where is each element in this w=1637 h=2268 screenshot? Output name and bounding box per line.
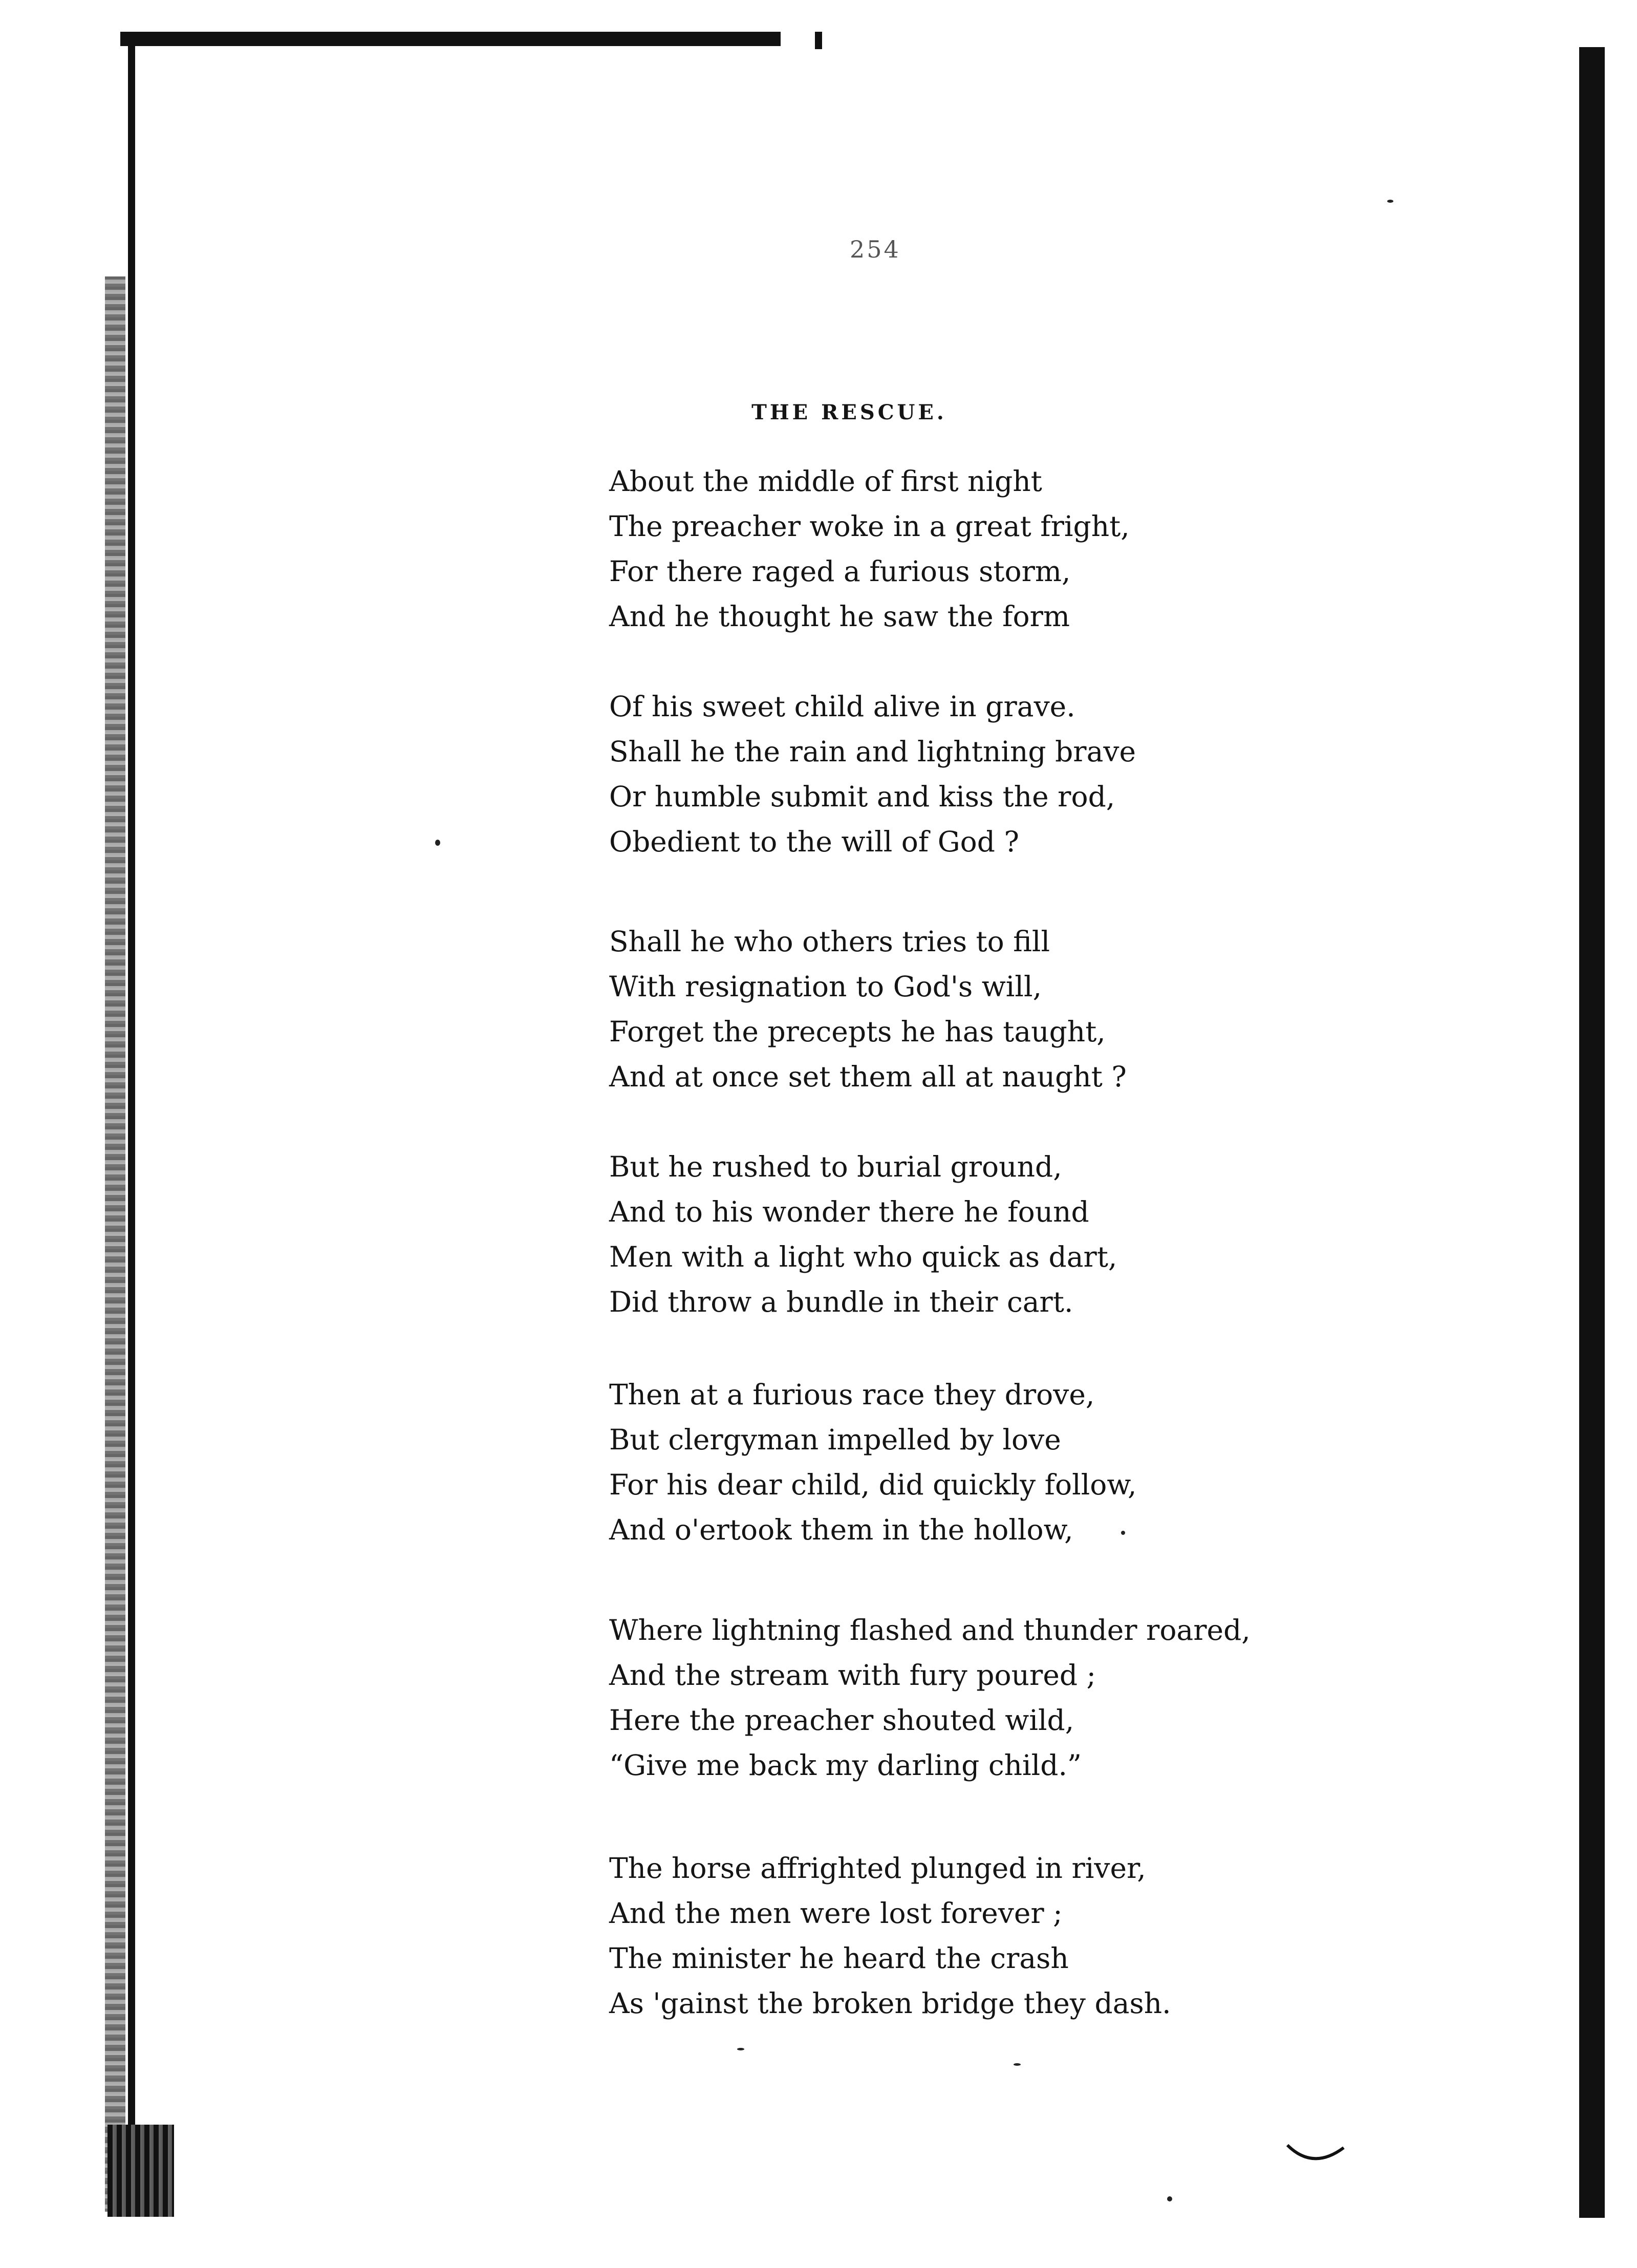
stanza-3 [609,919,1127,1099]
poem-line: About the middle of first night [609,465,1042,498]
poem-line: And to his wonder there he found [609,1195,1089,1228]
stanza-5 [609,1372,1136,1552]
poem-line: Forget the precepts he has taught, [609,1015,1106,1048]
poem-line: Then at a furious race they drove, [609,1378,1095,1411]
poem-line: The minister he heard the crash [609,1942,1069,1975]
corner-mark [1285,2140,1346,2171]
poem-line: With resignation to God's will, [609,970,1042,1003]
stanza-1 [609,459,1130,639]
scan-speck [1387,200,1393,203]
poem-line: Shall he the rain and lightning brave [609,735,1136,768]
poem-line: Of his sweet child alive in grave. [609,690,1075,723]
poem-line: Here the preacher shouted wild, [609,1704,1074,1737]
stanza-6 [609,1608,1251,1788]
scan-border-mark [815,32,822,49]
scan-border-left-bottom [107,2125,174,2217]
scan-speck [435,840,440,846]
scan-border-top [120,32,781,46]
scan-speck [1014,2063,1021,2066]
poem-line: But clergyman impelled by love [609,1423,1061,1456]
poem-line: The preacher woke in a great fright, [609,510,1130,543]
poem-line: Or humble submit and kiss the rod, [609,780,1115,813]
poem-line: Shall he who others tries to fill [609,925,1050,958]
poem-line: Where lightning flashed and thunder roared, [609,1614,1251,1646]
scan-border-right [1579,47,1605,2218]
poem-line: As 'gainst the broken bridge they dash. [609,1987,1171,2020]
scan-speck [1167,2196,1172,2201]
poem-line: And the stream with fury poured ; [609,1659,1096,1692]
scan-border-left [128,41,135,2217]
poem-line: Obedient to the will of God ? [609,825,1019,858]
scan-speck [737,2048,744,2050]
poem-line: For there raged a furious storm, [609,555,1071,588]
poem-title: THE RESCUE. [751,400,947,424]
page-number: 254 [850,236,901,263]
poem-line: Men with a light who quick as dart, [609,1240,1117,1273]
poem-line: For his dear child, did quickly follow, [609,1468,1137,1501]
poem-line: But he rushed to burial ground, [609,1150,1062,1183]
scan-border-left-shade [105,276,125,2212]
poem-line: And the men were lost forever ; [609,1897,1063,1930]
poem-line: The horse affrighted plunged in river, [609,1852,1146,1885]
poem-line: “Give me back my darling child.” [609,1749,1082,1782]
poem-line: Did throw a bundle in their cart. [609,1286,1073,1318]
poem-line: And he thought he saw the form [609,600,1070,633]
stanza-2 [609,684,1136,864]
poem-line: And o'ertook them in the hollow, [609,1513,1073,1546]
poem-line: And at once set them all at naught ? [609,1060,1127,1093]
stanza-7 [609,1846,1171,2026]
stanza-4 [609,1144,1117,1324]
